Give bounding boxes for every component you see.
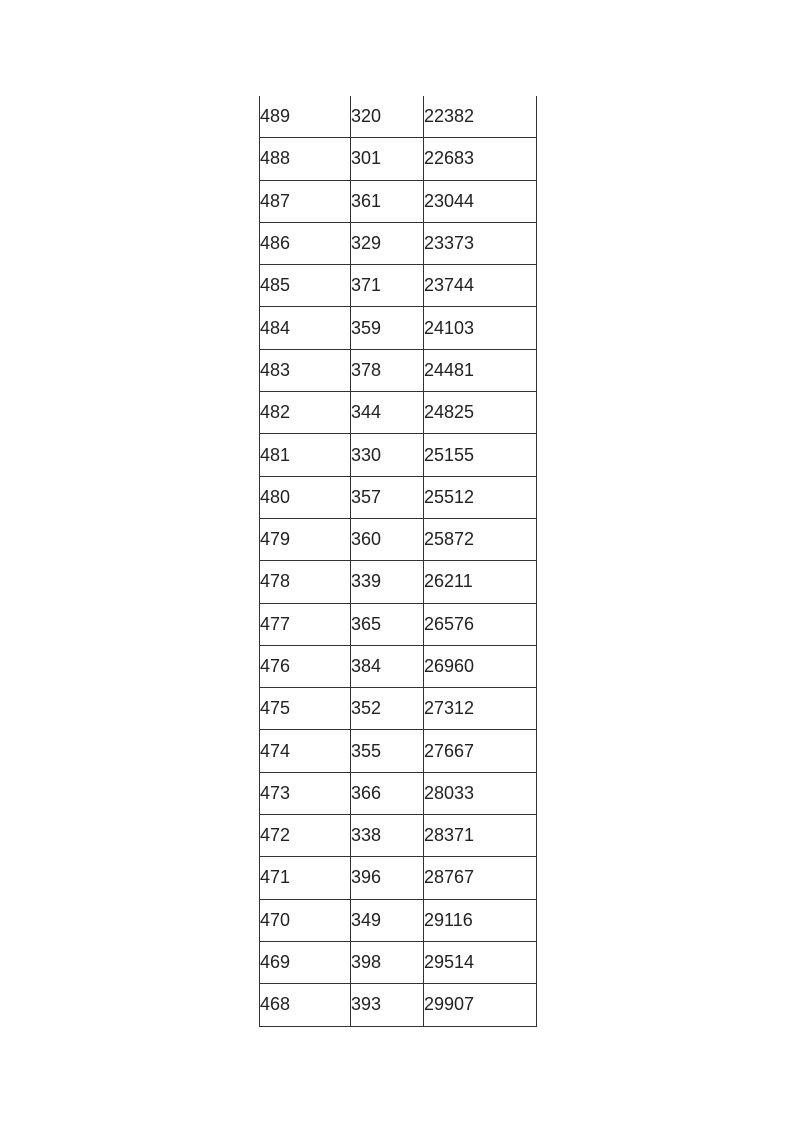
score-cell: 482 <box>260 392 351 434</box>
count-cell: 361 <box>351 180 424 222</box>
table-row <box>260 222 537 264</box>
cumulative-cell: 23373 <box>424 222 537 264</box>
score-cell: 469 <box>260 941 351 983</box>
count-cell: 366 <box>351 772 424 814</box>
count-cell: 357 <box>351 476 424 518</box>
count-cell: 338 <box>351 815 424 857</box>
score-cell: 468 <box>260 984 351 1026</box>
count-cell: 365 <box>351 603 424 645</box>
count-cell: 339 <box>351 561 424 603</box>
score-cell: 485 <box>260 265 351 307</box>
score-cell: 472 <box>260 815 351 857</box>
table-row <box>260 180 537 222</box>
table-row <box>260 96 537 138</box>
cumulative-cell: 29514 <box>424 941 537 983</box>
count-cell: 359 <box>351 307 424 349</box>
score-cell: 486 <box>260 222 351 264</box>
count-cell: 371 <box>351 265 424 307</box>
score-cell: 488 <box>260 138 351 180</box>
count-cell: 344 <box>351 392 424 434</box>
count-cell: 301 <box>351 138 424 180</box>
count-cell: 352 <box>351 688 424 730</box>
cumulative-cell: 26960 <box>424 645 537 687</box>
table-row <box>260 772 537 814</box>
table-row <box>260 603 537 645</box>
cumulative-cell: 25155 <box>424 434 537 476</box>
cumulative-cell: 27312 <box>424 688 537 730</box>
cumulative-cell: 28033 <box>424 772 537 814</box>
score-cell: 477 <box>260 603 351 645</box>
table-row <box>260 645 537 687</box>
count-cell: 349 <box>351 899 424 941</box>
count-cell: 329 <box>351 222 424 264</box>
score-cell: 483 <box>260 349 351 391</box>
cumulative-cell: 24481 <box>424 349 537 391</box>
score-cell: 478 <box>260 561 351 603</box>
table-row <box>260 688 537 730</box>
table-row <box>260 392 537 434</box>
cumulative-cell: 24103 <box>424 307 537 349</box>
cumulative-cell: 28371 <box>424 815 537 857</box>
count-cell: 378 <box>351 349 424 391</box>
table-body <box>260 96 537 1026</box>
table-row <box>260 476 537 518</box>
score-cell: 474 <box>260 730 351 772</box>
score-cell: 480 <box>260 476 351 518</box>
table-row <box>260 815 537 857</box>
count-cell: 320 <box>351 96 424 138</box>
table-row <box>260 730 537 772</box>
table-row <box>260 899 537 941</box>
cumulative-cell: 27667 <box>424 730 537 772</box>
table-row <box>260 307 537 349</box>
count-cell: 393 <box>351 984 424 1026</box>
table-row <box>260 857 537 899</box>
cumulative-cell: 25872 <box>424 518 537 560</box>
score-cell: 481 <box>260 434 351 476</box>
score-cell: 475 <box>260 688 351 730</box>
table-row <box>260 561 537 603</box>
count-cell: 330 <box>351 434 424 476</box>
score-cell: 484 <box>260 307 351 349</box>
table-row <box>260 349 537 391</box>
score-cell: 471 <box>260 857 351 899</box>
count-cell: 384 <box>351 645 424 687</box>
cumulative-cell: 29907 <box>424 984 537 1026</box>
count-cell: 355 <box>351 730 424 772</box>
table-row <box>260 518 537 560</box>
table-row <box>260 138 537 180</box>
cumulative-cell: 26576 <box>424 603 537 645</box>
cumulative-cell: 23744 <box>424 265 537 307</box>
score-cell: 476 <box>260 645 351 687</box>
score-cell: 479 <box>260 518 351 560</box>
table-row <box>260 941 537 983</box>
score-cell: 470 <box>260 899 351 941</box>
cumulative-cell: 23044 <box>424 180 537 222</box>
table-row <box>260 265 537 307</box>
cumulative-cell: 22683 <box>424 138 537 180</box>
score-cell: 473 <box>260 772 351 814</box>
table-row <box>260 984 537 1026</box>
count-cell: 398 <box>351 941 424 983</box>
cumulative-cell: 29116 <box>424 899 537 941</box>
cumulative-cell: 26211 <box>424 561 537 603</box>
cumulative-cell: 24825 <box>424 392 537 434</box>
score-cell: 487 <box>260 180 351 222</box>
score-table <box>259 96 537 1027</box>
cumulative-cell: 22382 <box>424 96 537 138</box>
count-cell: 360 <box>351 518 424 560</box>
count-cell: 396 <box>351 857 424 899</box>
cumulative-cell: 28767 <box>424 857 537 899</box>
score-cell: 489 <box>260 96 351 138</box>
cumulative-cell: 25512 <box>424 476 537 518</box>
table-row <box>260 434 537 476</box>
